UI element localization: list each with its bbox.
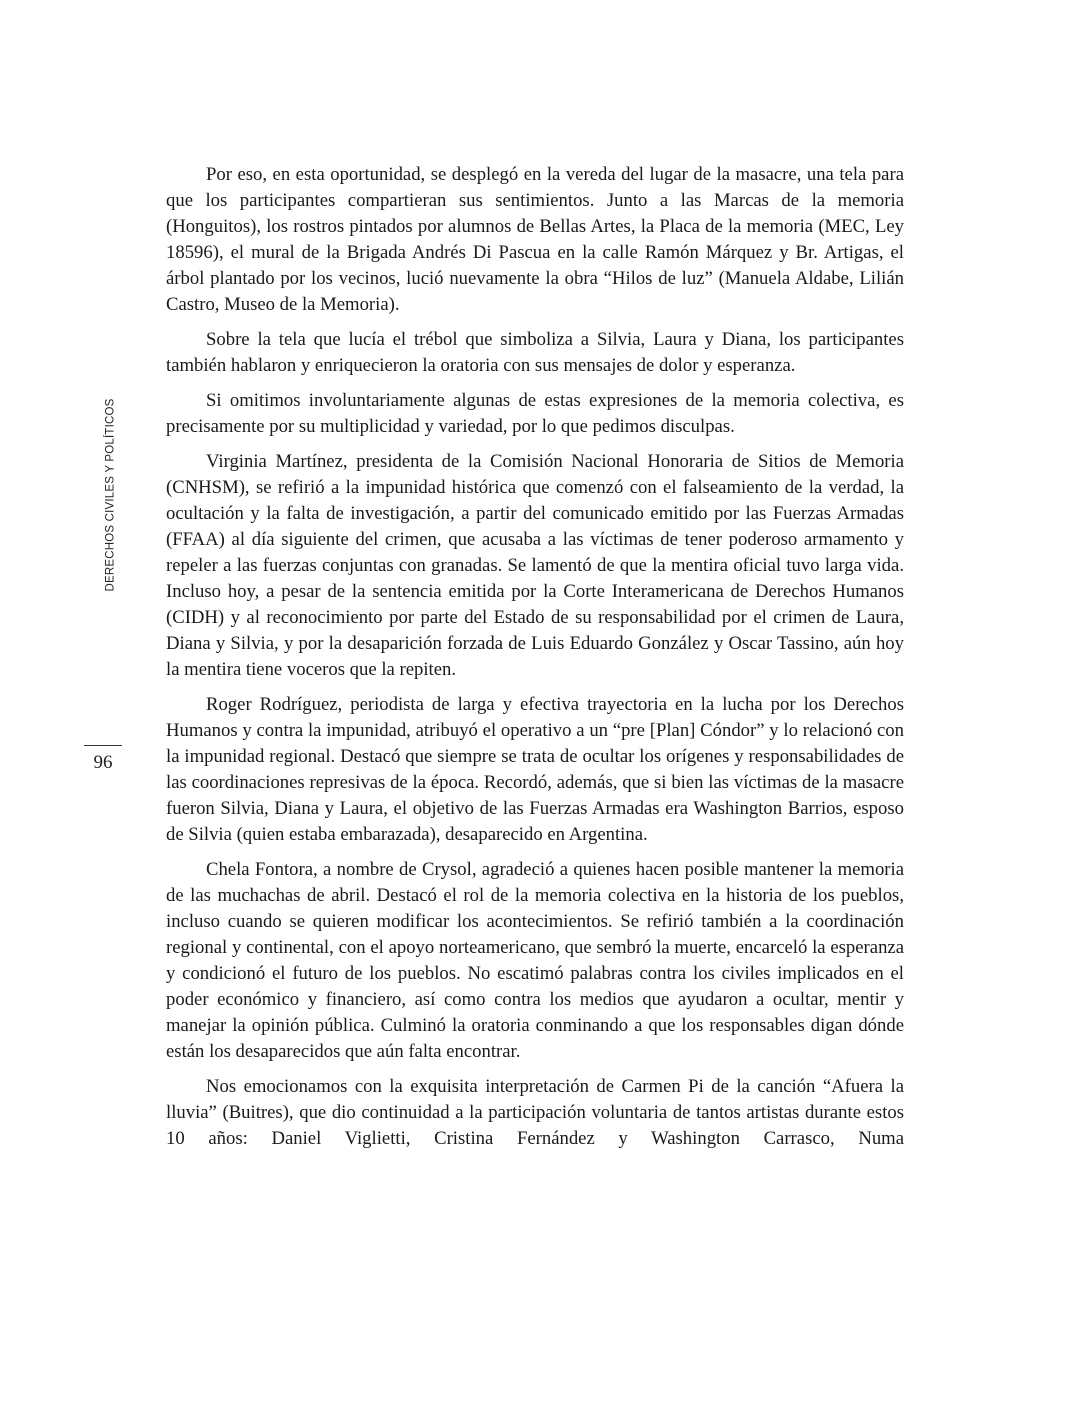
- paragraph: Si omitimos involuntariamente algunas de estas expresiones de la memoria colectiva, es precisamente por su multiplicidad y variedad, por lo que pedimos disculpas.: [166, 390, 904, 437]
- running-head: [66, 370, 156, 620]
- paragraph: Por eso, en esta oportunidad, se desplegó en la vereda del lugar de la masacre, una tela para que los participantes compartieran sus sentimientos. Junto a las Marcas de la memoria (Honguitos), los rostros pintados por alumnos de Bellas Artes, la Placa de la memoria (MEC, Ley 18596), el mural de la Brigada Andrés Di Pascua en la calle Ramón Márquez y Br. Artigas, el árbol plantado por los vecinos, lució nuevamente la obra “Hilos de luz” (Manuela Aldabe, Lilián Castro, Museo de la Memoria).: [166, 164, 904, 315]
- paragraph: Sobre la tela que lucía el trébol que simboliza a Silvia, Laura y Diana, los participantes también hablaron y enriquecieron la oratoria con sus mensajes de dolor y esperanza.: [166, 329, 904, 376]
- paragraph: Chela Fontora, a nombre de Crysol, agradeció a quienes hacen posible mantener la memoria de las muchachas de abril. Destacó el rol de la memoria colectiva en la historia de los pueblos, incluso cuando se quieren modificar los acontecimientos. Se refirió también a la coordinación regional y continental, con el apoyo norteamericano, que sembró la muerte, encarceló la esperanza y condicionó el futuro de los pueblos. No escatimó palabras contra los civiles implicados en el poder económico y financiero, así como contra los medios que ayudaron a ocultar, mentir y manejar la opinión pública. Culminó la oratoria conminando a que los responsables digan dónde están los desaparecidos que aún falta encontrar.: [166, 859, 904, 1062]
- page-number: 96: [93, 752, 113, 773]
- running-head-text: DERECHOS CIVILES Y POLÍTICOS: [105, 398, 118, 592]
- paragraph: Virginia Martínez, presidenta de la Comisión Nacional Honoraria de Sitios de Memoria (CNHSM), se refirió a la impunidad histórica que comenzó con el falseamiento de la verdad, la ocultación y la falta de investigación, a partir del comunicado emitido por las Fuerzas Armadas (FFAA) al día siguiente del crimen, que acusaba a las víctimas de tener poderoso armamento y repeler a las fuerzas conjuntas con granadas. Se lamentó de que la mentira oficial tuvo larga vida. Incluso hoy, a pesar de la sentencia emitida por la Corte Interamericana de Derechos Humanos (CIDH) y al reconocimiento por parte del Estado de su responsabilidad por el crimen de Laura, Diana y Silvia, y por la desaparición forzada de Luis Eduardo González y Oscar Tassino, aún hoy la mentira tiene voceros que la repiten.: [166, 451, 904, 680]
- paragraph: Roger Rodríguez, periodista de larga y efectiva trayectoria en la lucha por los Derechos Humanos y contra la impunidad, atribuyó el operativo a un “pre [Plan] Cóndor” y lo relacionó con la impunidad regional. Destacó que siempre se trata de ocultar los orígenes y responsabilidades de las coordinaciones represivas de la época. Recordó, además, que si bien las víctimas de la masacre fueron Silvia, Diana y Laura, el objetivo de las Fuerzas Armadas era Washington Barrios, esposo de Silvia (quien estaba embarazada), desaparecido en Argentina.: [166, 694, 904, 845]
- page-number-rule: [84, 745, 122, 746]
- paragraph: Nos emocionamos con la exquisita interpretación de Carmen Pi de la canción “Afuera la lluvia” (Buitres), que dio continuidad a la participación voluntaria de tantos artistas durante estos 10 años: Daniel Viglietti, Cristina Fernández y Washington Carrasco, Numa: [166, 1076, 904, 1149]
- body-text: [166, 162, 904, 1161]
